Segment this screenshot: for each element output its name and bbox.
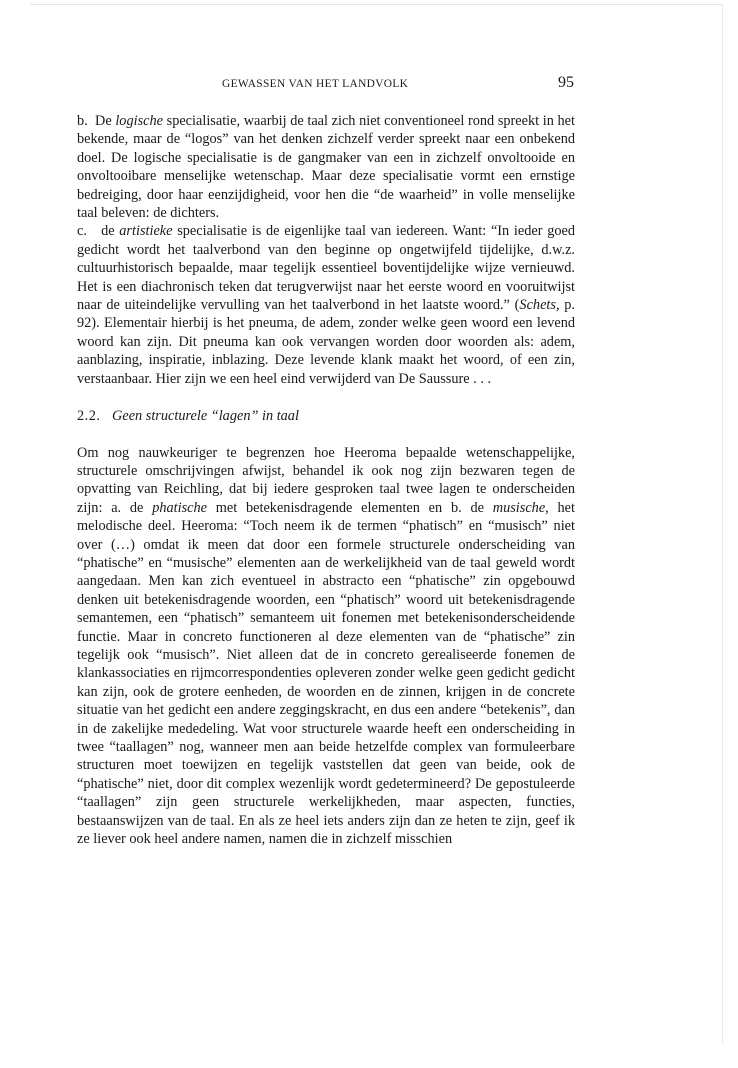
paragraph-c-text-1: de — [101, 223, 120, 240]
list-marker-c: c. — [77, 223, 87, 240]
body-text — [77, 112, 575, 848]
paragraph-c-text-2: specialisatie is de eigenlijke taal van iedereen. Want: “In ieder goed gedicht wordt het taalverbond van den beginne op ongetwijfeld tijdelijke, d.w.z. cultuurhistorisch bepaalde, maar tegelijk essentieel boventijdelijke wijze vernieuwd. Het is een diachronisch teken dat terugverwijst naar het eerste woord en vooruitwijst naar de uiteindelijke vervulling van het taalverbond in het laatste woord.” ( — [77, 223, 575, 314]
section-number: 2.2. — [77, 408, 101, 425]
section-paragraph — [77, 444, 575, 849]
page-number: 95 — [558, 74, 574, 91]
paragraph-b-text-2: specialisatie, waarbij de taal zich niet conventioneel rond spreekt in het bekende, maar de “logos” van het denken zichzelf verder spreekt naar een onbekend doel. De logische specialisatie is de gangmaker van een in zichzelf onvoltooide en onvoltooibare menselijke wetenschap. Maar deze specialisatie vormt een ernstige bedreiging, door haar eenzijdigheid, voor hen die “de waarheid” in volle menselijke taal beleven: de dichters. — [77, 113, 575, 222]
emphasis-artistieke: artistieke — [119, 223, 173, 240]
running-title: GEWASSEN VAN HET LANDVOLK — [222, 78, 409, 90]
emphasis-phatische: phatische — [152, 499, 207, 516]
section-text-2: met betekenisdragende elementen en b. de — [206, 499, 493, 516]
paragraph-b — [77, 112, 575, 222]
page-right-edge — [722, 4, 723, 1044]
running-head — [0, 74, 738, 98]
section-heading — [77, 407, 575, 425]
paragraph-b-text-1: De — [95, 113, 116, 129]
page-top-edge — [30, 4, 723, 5]
section-title: Geen structurele “lagen” in taal — [112, 408, 299, 425]
paragraph-c — [77, 222, 575, 388]
emphasis-musische: musische — [492, 499, 546, 516]
emphasis-schets: Schets, — [519, 297, 560, 314]
section-text-1: Om nog nauwkeuriger te begrenzen hoe Heeroma bepaalde wetenschappelijke, structurele omschrijvingen afwijst, behandel ik ook nog zijn bezwaren tegen de opvatting van Reichling, dat bij iedere gesproken taal twee lagen te onderscheiden zijn: a. de — [77, 444, 575, 516]
section-text-3: , het melodische deel. Heeroma: “Toch neem ik de termen “phatisch” en “musisch” niet over (…) omdat ik meen dat door een formele structurele onderscheiding van “phatische” en “musische” elementen aan de werkelijkheid van de taal geweld wordt aangedaan. Men kan zich eventueel in abstracto een “phatische” zin opgebouwd denken uit betekenisdragende woorden, een “phatisch” woord uit betekenisdragende semantemen, een “phatisch” semanteem uit fonemen met betekenisonderscheidende functie. Maar in concreto functioneren al deze elementen van de “phatische” zin tegelijk ook “musisch”. Niet alleen dat de in concreto gerealiseerde fonemen de klankassociaties en rijmcorrespondenties opleveren zonder welke geen gedicht gedicht kan zijn, ook de grotere eenheden, de woorden en de zinnen, krijgen in de concrete situatie van het gedicht een andere zeggingskracht, en dus een andere “betekenis”, dan in de zakelijke mededeling. Wat voor structurele waarde heeft een onderscheiding in twee “taallagen” nog, wanneer men aan beide hetzelfde complex van formuleerbare structuren moet toewijzen en tegelijk vaststellen dat geen van beide, ook de “phatische” niet, door dit complex wezenlijk wordt gedetermineerd? De gepostuleerde “taallagen” zijn geen structurele werkelijkheden, maar aspecten, functies, bestaanswijzen van de taal. En als ze heel iets anders zijn dan ze heten te zijn, geef ik ze liever ook heel andere namen, namen die in zichzelf misschien — [77, 499, 575, 848]
paragraph-c-text-3: p. 92). Elementair hierbij is het pneuma, de adem, zonder welke geen woord een levend woord kan zijn. Dit pneuma kan ook vervangen worden door woorden als: adem, aanblazing, inspiratie, inblazing. Deze levende klank maakt het woord, of een zin, verstaanbaar. Hier zijn we een heel eind verwijderd van De Saussure . . . — [77, 297, 575, 387]
emphasis-logische: logische — [115, 113, 163, 129]
list-marker-b: b. — [77, 113, 88, 129]
